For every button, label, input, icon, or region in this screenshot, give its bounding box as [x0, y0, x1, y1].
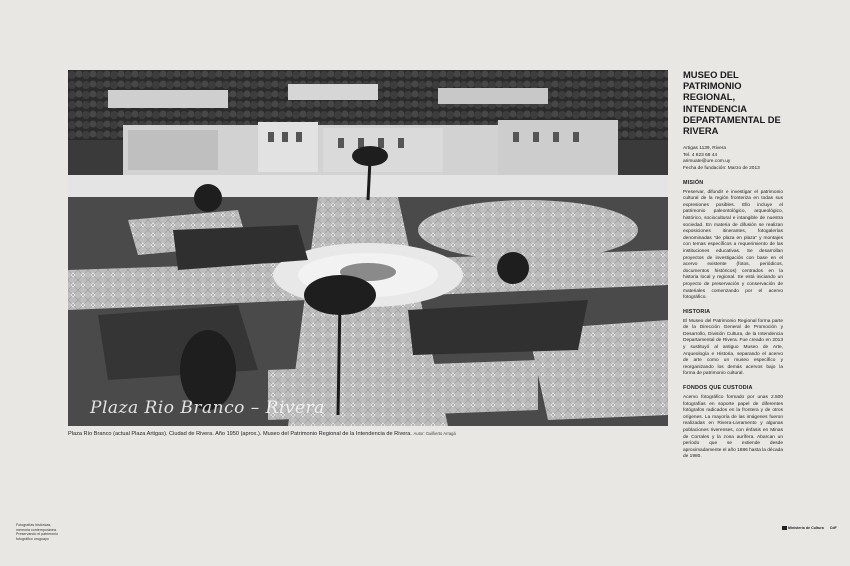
museum-title: MUSEO DEL PATRIMONIO REGIONAL, INTENDENCIA DEPARTAMENTAL DE RIVERA	[683, 69, 781, 137]
mission-heading: MISIÓN	[683, 179, 704, 186]
contact-block	[683, 146, 783, 172]
footer-logos	[782, 526, 837, 530]
plaza-aerial-image	[68, 70, 668, 426]
photo-handwritten-inscription: Plaza Rio Branco – Rivera	[90, 398, 325, 418]
holdings-text: Acervo fotográfico formado por unas 2.500 fotografías en soporte papel de diferentes fotógrafos radicados en la frontera y de otros orígenes. La mayoría de las imágenes fueron realizadas en Rivera-Livramento y algunas poblaciones riverenses, con énfasis en Minas de Corrales y la zona aurífera. Abarcan un período que se extiende desde aproximadamente el año 1886 hasta la década de 1980.	[683, 395, 784, 460]
footer-tagline	[16, 523, 58, 541]
cdf-logo	[830, 526, 837, 530]
mission-text: Preservar, difundir e investigar el patrimonio cultural de la región fronteriza en todas sus expresiones posibles. Ello incluye el patrimonio paleontológico, arqueológico, histórico, sociocultural e intangible de nuestra sociedad. En materia de difusión se realizan exposiciones itinerantes, fotogalerías denominadas "de plaza en plaza" y montajes con temas específicos a requerimiento de las instituciones educativas. Se desarrollan proyectos de investigación con base en el acervo existente (fotos, periódicos, documentos históricos) centrados en la historia local y regional. Se está iniciando un proyecto de preservación y conservación de materiales comenzando por el acervo fotográfico.	[683, 189, 783, 301]
museum-info-panel	[683, 69, 783, 461]
footer-line: Fotografías históricas,	[16, 523, 52, 527]
contact-founding-date: Fecha de fundación: Marzo de 2013	[683, 166, 760, 171]
holdings-heading: FONDOS QUE CUSTODIA	[683, 385, 753, 392]
history-heading: HISTORIA	[683, 308, 711, 315]
caption-text: Plaza Río Branco (actual Plaza Artigas). Ciudad de Rivera. Año 1950 (aprox.). Museo del Patrimonio Regional de la Intendencia de Rivera.	[68, 431, 412, 437]
footer-line: memoria contemporánea.	[16, 527, 57, 532]
ministry-logo	[782, 526, 824, 530]
contact-address: Artigas 1139, Rivera	[683, 146, 727, 152]
ministry-logo-text: Ministerio de Cultura	[788, 526, 824, 530]
contact-email: arimuate@ure.com.uy	[683, 159, 731, 165]
contact-phone: Tel. 4 623 68 44	[683, 152, 718, 158]
history-text: El Museo del Patrimonio Regional forma parte de la Dirección General de Promoción y Desarrollo, División Cultura, de la Intendencia Departamental de Rivera. Fue creado en 2013 y sustituyó al antiguo Museo de Arte, Arqueología e Historia, separando el acervo de arte como un museo específico y reorganizando los demás acervos bajo la forma de patrimonio cultural.	[683, 318, 783, 377]
caption-author: Autor: Guillierto Arragá	[413, 431, 456, 436]
cdf-logo-text: CdF	[829, 526, 837, 530]
footer-line: Preservando el patrimonio	[16, 532, 58, 537]
historical-photo	[68, 70, 668, 426]
photo-caption	[68, 431, 668, 437]
footer-line: fotográfico uruguayo	[16, 536, 49, 541]
ministry-logo-icon	[782, 526, 787, 530]
